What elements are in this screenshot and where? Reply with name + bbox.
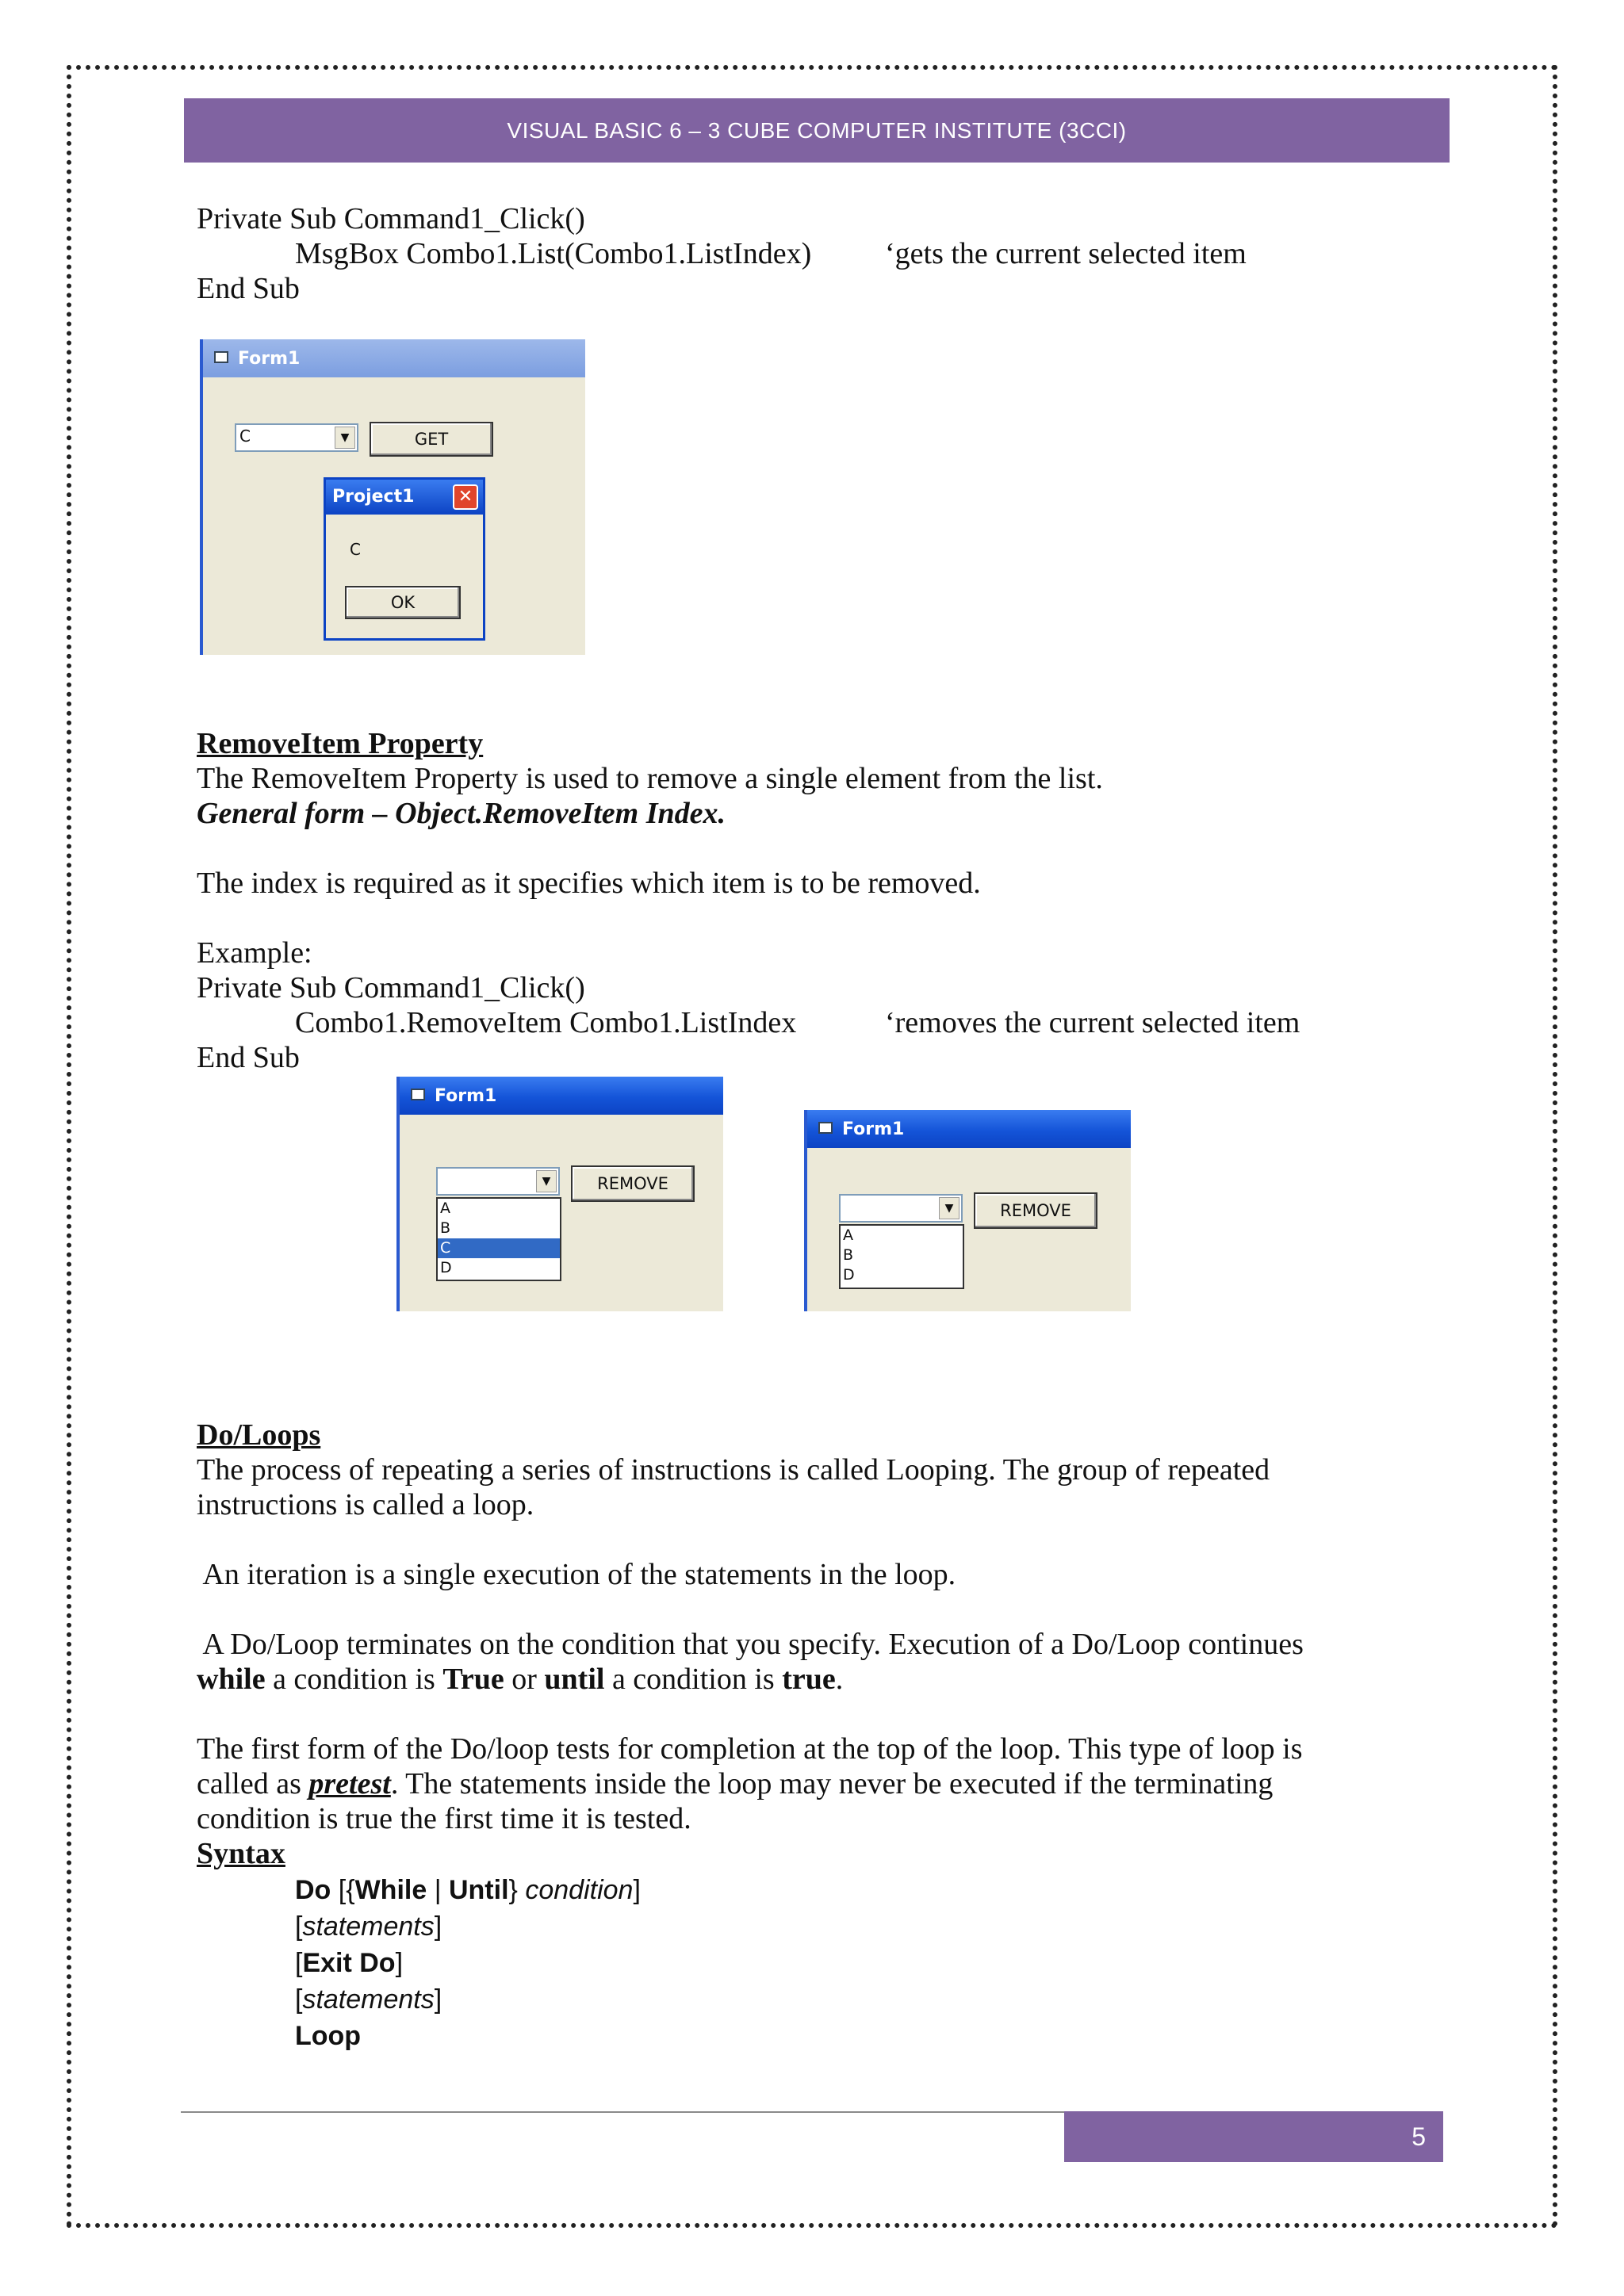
- keyword-until: Until: [448, 1875, 509, 1905]
- bracket: ]: [434, 1984, 442, 2015]
- keyword-do: Do: [295, 1875, 331, 1905]
- doloops-para4-line1: The first form of the Do/loop tests for completion at the top of the loop. This type of loop is: [197, 1732, 1303, 1766]
- chevron-down-icon[interactable]: ▼: [536, 1170, 557, 1192]
- remove-button[interactable]: REMOVE: [571, 1165, 695, 1202]
- code2-comment: ‘removes the current selected item: [885, 1006, 1300, 1039]
- msgbox-title: Project1: [332, 487, 415, 507]
- syntax-line-do: [295, 1873, 641, 1908]
- keyword-while: While: [354, 1875, 427, 1905]
- doloops-para3-line1: A Do/Loop terminates on the condition that you specify. Execution of a Do/Loop continues: [197, 1628, 1304, 1661]
- form1-title: Form1: [238, 348, 301, 369]
- text-span: . The statements inside the loop may never be executed if the terminating: [390, 1767, 1274, 1800]
- text-span: called as: [197, 1767, 309, 1800]
- text-span: a condition is: [604, 1663, 783, 1696]
- removeitem-heading: RemoveItem Property: [197, 727, 484, 760]
- doloops-para2: An iteration is a single execution of the statements in the loop.: [197, 1558, 956, 1591]
- keyword-true: true: [782, 1663, 836, 1696]
- keyword-while: while: [197, 1663, 266, 1696]
- form1-screenshot-after-remove: [804, 1110, 1131, 1311]
- form1-screenshot-before-remove: [396, 1077, 723, 1311]
- list-item-selected[interactable]: C: [438, 1238, 560, 1258]
- ok-button[interactable]: OK: [345, 586, 461, 619]
- list-item[interactable]: B: [843, 1246, 854, 1264]
- form1-titlebar: [400, 1077, 723, 1115]
- form1-title: Form1: [842, 1119, 905, 1139]
- removeitem-general-form: General form – Object.RemoveItem Index.: [197, 797, 726, 830]
- syntax-line-statements: [295, 1909, 442, 1944]
- bracket: ]: [395, 1948, 404, 1978]
- bracket: ]: [434, 1911, 442, 1942]
- doloops-para4-line2: [197, 1766, 1273, 1801]
- syntax-heading: Syntax: [197, 1837, 285, 1870]
- text-span: [{: [331, 1875, 355, 1905]
- syntax-line-statements: [295, 1982, 442, 2017]
- page-header: VISUAL BASIC 6 – 3 CUBE COMPUTER INSTITUTE (3CCI): [184, 98, 1450, 163]
- doloops-para4-line3: condition is true the first time it is tested.: [197, 1802, 691, 1835]
- list-item[interactable]: D: [843, 1266, 855, 1284]
- combo-box[interactable]: [436, 1167, 560, 1196]
- msgbox-dialog: [324, 477, 485, 641]
- msgbox-titlebar: [326, 480, 483, 515]
- list-item[interactable]: D: [440, 1259, 452, 1276]
- combo-box[interactable]: [235, 423, 358, 452]
- form-icon: [411, 1089, 425, 1100]
- syntax-line-loop: Loop: [295, 2021, 362, 2051]
- code1-comment: ‘gets the current selected item: [885, 237, 1247, 270]
- code1-line3: End Sub: [197, 272, 300, 305]
- form1-titlebar: [807, 1110, 1131, 1148]
- list-item[interactable]: B: [440, 1219, 451, 1237]
- form-icon: [818, 1122, 833, 1134]
- keyword-true: True: [442, 1663, 504, 1696]
- msgbox-text: C: [350, 540, 361, 559]
- code1-line2: MsgBox Combo1.List(Combo1.ListIndex): [295, 237, 812, 270]
- form1-title: Form1: [435, 1085, 497, 1106]
- term-pretest: pretest: [308, 1767, 391, 1800]
- chevron-down-icon[interactable]: ▼: [939, 1197, 959, 1219]
- doloops-para1-line2: instructions is called a loop.: [197, 1488, 534, 1521]
- bracket: [: [295, 1911, 303, 1942]
- keyword-until: until: [544, 1663, 605, 1696]
- code2-line1: Private Sub Command1_Click(): [197, 971, 585, 1004]
- combo-value: C: [239, 427, 251, 446]
- syntax-statements: statements: [302, 1984, 435, 2015]
- combo-box[interactable]: [839, 1194, 963, 1223]
- list-item[interactable]: A: [843, 1226, 853, 1244]
- code1-line1: Private Sub Command1_Click(): [197, 202, 585, 235]
- keyword-exit-do: Exit Do: [302, 1948, 396, 1978]
- text-span: a condition is: [265, 1663, 443, 1696]
- code2-line2: Combo1.RemoveItem Combo1.ListIndex: [295, 1006, 797, 1039]
- combo-dropdown-list[interactable]: [436, 1197, 561, 1281]
- text-span: |: [427, 1875, 449, 1905]
- syntax-line-exitdo: [295, 1946, 403, 1980]
- combo-dropdown-list[interactable]: [839, 1224, 964, 1289]
- example-label: Example:: [197, 936, 312, 970]
- syntax-statements: statements: [302, 1911, 435, 1942]
- syntax-condition: condition: [525, 1875, 634, 1905]
- close-icon[interactable]: ✕: [453, 484, 478, 510]
- code2-line3: End Sub: [197, 1041, 300, 1074]
- doloops-para1-line1: The process of repeating a series of instructions is called Looping. The group of repeated: [197, 1453, 1270, 1487]
- page-number: 5: [1064, 2111, 1443, 2162]
- text-span: or: [504, 1663, 545, 1696]
- text-span: ]: [633, 1875, 641, 1905]
- doloops-para3-line2: [197, 1662, 843, 1697]
- remove-button[interactable]: REMOVE: [974, 1192, 1097, 1229]
- get-button[interactable]: GET: [370, 422, 493, 457]
- bracket: [: [295, 1984, 303, 2015]
- list-item[interactable]: A: [440, 1200, 450, 1217]
- bracket: [: [295, 1948, 303, 1978]
- form-icon: [214, 351, 228, 363]
- form1-titlebar: [203, 339, 585, 377]
- text-span: .: [835, 1663, 844, 1696]
- removeitem-para1: The RemoveItem Property is used to remove a single element from the list.: [197, 762, 1103, 795]
- doloops-heading: Do/Loops: [197, 1418, 321, 1452]
- text-span: }: [508, 1875, 526, 1905]
- chevron-down-icon[interactable]: ▼: [335, 427, 355, 449]
- removeitem-para2: The index is required as it specifies which item is to be removed.: [197, 867, 981, 900]
- form1-screenshot-get: [200, 339, 585, 655]
